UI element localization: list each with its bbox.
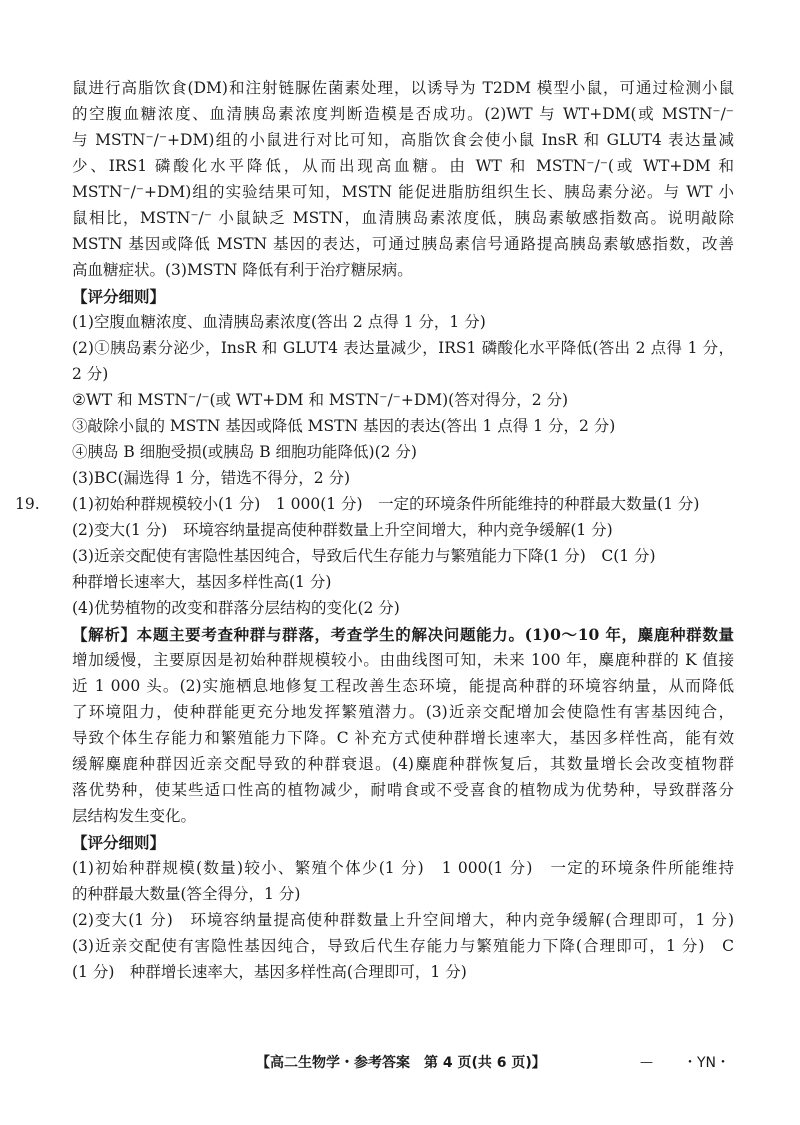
text-line: (3)近亲交配使有害隐性基因纯合，导致后代生存能力与繁殖能力下降(1 分) C(1 分) (72, 547, 656, 565)
section-heading-scoring: 【评分细则】 (72, 287, 166, 306)
text-line: 鼠相比，MSTN⁻/⁻ 小鼠缺乏 MSTN，血清胰岛素浓度低，胰岛素敏感指数高。说明敲除 (72, 209, 734, 227)
footer-mark: — (640, 1055, 653, 1070)
text-line: 少、IRS1 磷酸化水平降低，从而出现高血糖。由 WT 和 MSTN⁻/⁻(或 WT+DM 和 (72, 157, 734, 175)
text-line: 高血糖症状。(3)MSTN 降低有利于治疗糖尿病。 (72, 261, 413, 279)
text-line: MSTN⁻/⁻+DM)组的实验结果可知，MSTN 能促进脂肪组织生长、胰岛素分泌。与 WT 小 (72, 183, 734, 201)
text-line: 的空腹血糖浓度、血清胰岛素浓度判断造模是否成功。(2)WT 与 WT+DM(或 MSTN⁻/⁻ (72, 105, 734, 123)
question-number: 19. (15, 495, 40, 513)
text-line: (3)近亲交配使有害隐性基因纯合，导致后代生存能力与繁殖能力下降(合理即可，1 分) C (72, 937, 734, 955)
analysis-heading-line: 【解析】本题主要考查种群与群落，考查学生的解决问题能力。(1)0～10 年，麋鹿种群数量 (72, 625, 734, 644)
question-19-line (15, 494, 734, 515)
text-line: (1)初始种群规模较小(1 分) 1 000(1 分) 一定的环境条件所能维持的种群最大数量(1 分) (72, 495, 700, 513)
text-line: (4)优势植物的改变和群落分层结构的变化(2 分) (72, 599, 400, 617)
text-line: 与 MSTN⁻/⁻+DM)组的小鼠进行对比可知，高脂饮食会使小鼠 InsR 和 GLUT4 表达量减 (72, 131, 734, 149)
text-line: 增加缓慢，主要原因是初始种群规模较小。由曲线图可知，未来 100 年，麋鹿种群的 K 值接 (72, 651, 734, 669)
text-line: (1)初始种群规模(数量)较小、繁殖个体少(1 分) 1 000(1 分) 一定的环境条件所能维持 (72, 859, 734, 877)
text-line: (2)变大(1 分) 环境容纳量提高使种群数量上升空间增大，种内竞争缓解(1 分) (72, 521, 613, 539)
text-line: (2)①胰岛素分泌少，InsR 和 GLUT4 表达量减少，IRS1 磷酸化水平降低(答出 2 点得 1 分， (72, 339, 734, 357)
section-heading-scoring: 【评分细则】 (72, 833, 166, 852)
text-line: ④胰岛 B 细胞受损(或胰岛 B 细胞功能降低)(2 分) (72, 443, 417, 461)
text-line: 2 分) (72, 365, 109, 383)
text-line: MSTN 基因或降低 MSTN 基因的表达，可通过胰岛素信号通路提高胰岛素敏感指数，改善 (72, 235, 734, 253)
answer-page (15, 78, 734, 988)
text-line: ③敲除小鼠的 MSTN 基因或降低 MSTN 基因的表达(答出 1 点得 1 分，2 分) (72, 417, 616, 435)
text-line: (3)BC(漏选得 1 分，错选不得分，2 分) (72, 469, 351, 487)
page-footer (0, 1052, 800, 1074)
text-line: (1)空腹血糖浓度、血清胰岛素浓度(答出 2 点得 1 分，1 分) (72, 313, 486, 331)
footer-page-info: 【高二生物学・参考答案 第 4 页(共 6 页)】 (256, 1055, 546, 1071)
text-line: 了环境阻力，使种群能更充分地发挥繁殖潜力。(3)近亲交配增加会使隐性有害基因纯合， (72, 703, 734, 721)
text-line: 鼠进行高脂饮食(DM)和注射链脲佐菌素处理，以诱导为 T2DM 模型小鼠，可通过检测小鼠 (72, 79, 734, 97)
footer-region-code: ・YN・ (683, 1055, 731, 1071)
text-line: 导致个体生存能力和繁殖能力下降。C 补充方式使种群增长速率大，基因多样性高，能有效 (72, 729, 734, 747)
text-line: ②WT 和 MSTN⁻/⁻(或 WT+DM 和 MSTN⁻/⁻+DM)(答对得分，2 分) (72, 391, 569, 409)
text-line: (2)变大(1 分) 环境容纳量提高使种群数量上升空间增大，种内竞争缓解(合理即可，1 分) (72, 911, 734, 929)
text-line: 落优势种，使某些适口性高的植物减少，耐啃食或不受喜食的植物成为优势种，导致群落分 (72, 781, 734, 799)
text-line: 缓解麋鹿种群因近亲交配导致的种群衰退。(4)麋鹿种群恢复后，其数量增长会改变植物群 (72, 755, 734, 773)
text-line: 层结构发生变化。 (72, 807, 197, 825)
text-line: 近 1 000 头。(2)实施栖息地修复工程改善生态环境，能提高种群的环境容纳量，从而降低 (72, 677, 734, 695)
text-line: (1 分) 种群增长速率大，基因多样性高(合理即可，1 分) (72, 963, 467, 981)
text-line: 种群增长速率大，基因多样性高(1 分) (72, 573, 332, 591)
text-line: 的种群最大数量(答全得分，1 分) (72, 885, 301, 903)
